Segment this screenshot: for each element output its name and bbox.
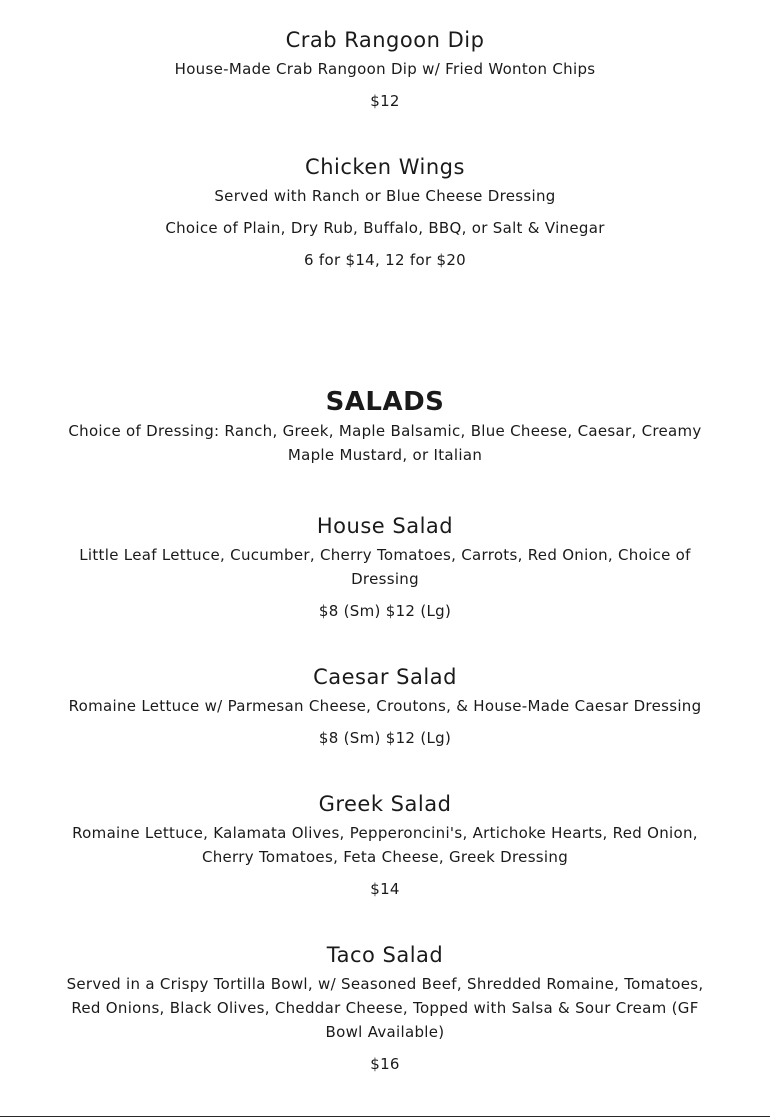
menu-item-taco-salad xyxy=(0,941,770,1076)
menu-item-chicken-wings xyxy=(0,153,770,272)
item-title: Chicken Wings xyxy=(305,155,465,179)
dressing-note: Choice of Dressing: Ranch, Greek, Maple Balsamic, Blue Cheese, Caesar, Creamy Maple Mustard, or Italian xyxy=(68,422,702,464)
salads-section-header xyxy=(0,385,770,467)
menu-item-crab-rangoon-dip xyxy=(0,26,770,113)
item-description: Served in a Crispy Tortilla Bowl, w/ Seasoned Beef, Shredded Romaine, Tomatoes, Red Onions, Black Olives, Cheddar Cheese, Topped with Salsa & Sour Cream (GF Bowl Available) xyxy=(66,975,704,1041)
menu-item-house-salad xyxy=(0,512,770,623)
item-price: $14 xyxy=(370,880,400,898)
item-title: Taco Salad xyxy=(326,943,444,967)
item-price: 6 for $14, 12 for $20 xyxy=(303,251,467,269)
item-description: Romaine Lettuce, Kalamata Olives, Pepperoncini's, Artichoke Hearts, Red Onion, Cherry Tomatoes, Feta Cheese, Greek Dressing xyxy=(72,824,698,866)
item-title: Crab Rangoon Dip xyxy=(285,28,485,52)
menu-item-greek-salad xyxy=(0,790,770,901)
item-description: House-Made Crab Rangoon Dip w/ Fried Wonton Chips xyxy=(174,60,596,78)
item-price: $8 (Sm) $12 (Lg) xyxy=(318,602,452,620)
item-price: $16 xyxy=(370,1055,400,1073)
item-description: Little Leaf Lettuce, Cucumber, Cherry Tomatoes, Carrots, Red Onion, Choice of Dressing xyxy=(79,546,691,588)
item-title: Caesar Salad xyxy=(313,665,457,689)
menu-item-caesar-salad xyxy=(0,663,770,750)
item-description: Choice of Plain, Dry Rub, Buffalo, BBQ, or Salt & Vinegar xyxy=(165,219,605,237)
section-title: SALADS xyxy=(325,387,445,417)
item-description: Served with Ranch or Blue Cheese Dressing xyxy=(214,187,556,205)
item-description: Romaine Lettuce w/ Parmesan Cheese, Croutons, & House-Made Caesar Dressing xyxy=(68,697,702,715)
item-title: Greek Salad xyxy=(318,792,452,816)
item-price: $8 (Sm) $12 (Lg) xyxy=(318,729,452,747)
item-title: House Salad xyxy=(316,514,454,538)
item-price: $12 xyxy=(370,92,400,110)
